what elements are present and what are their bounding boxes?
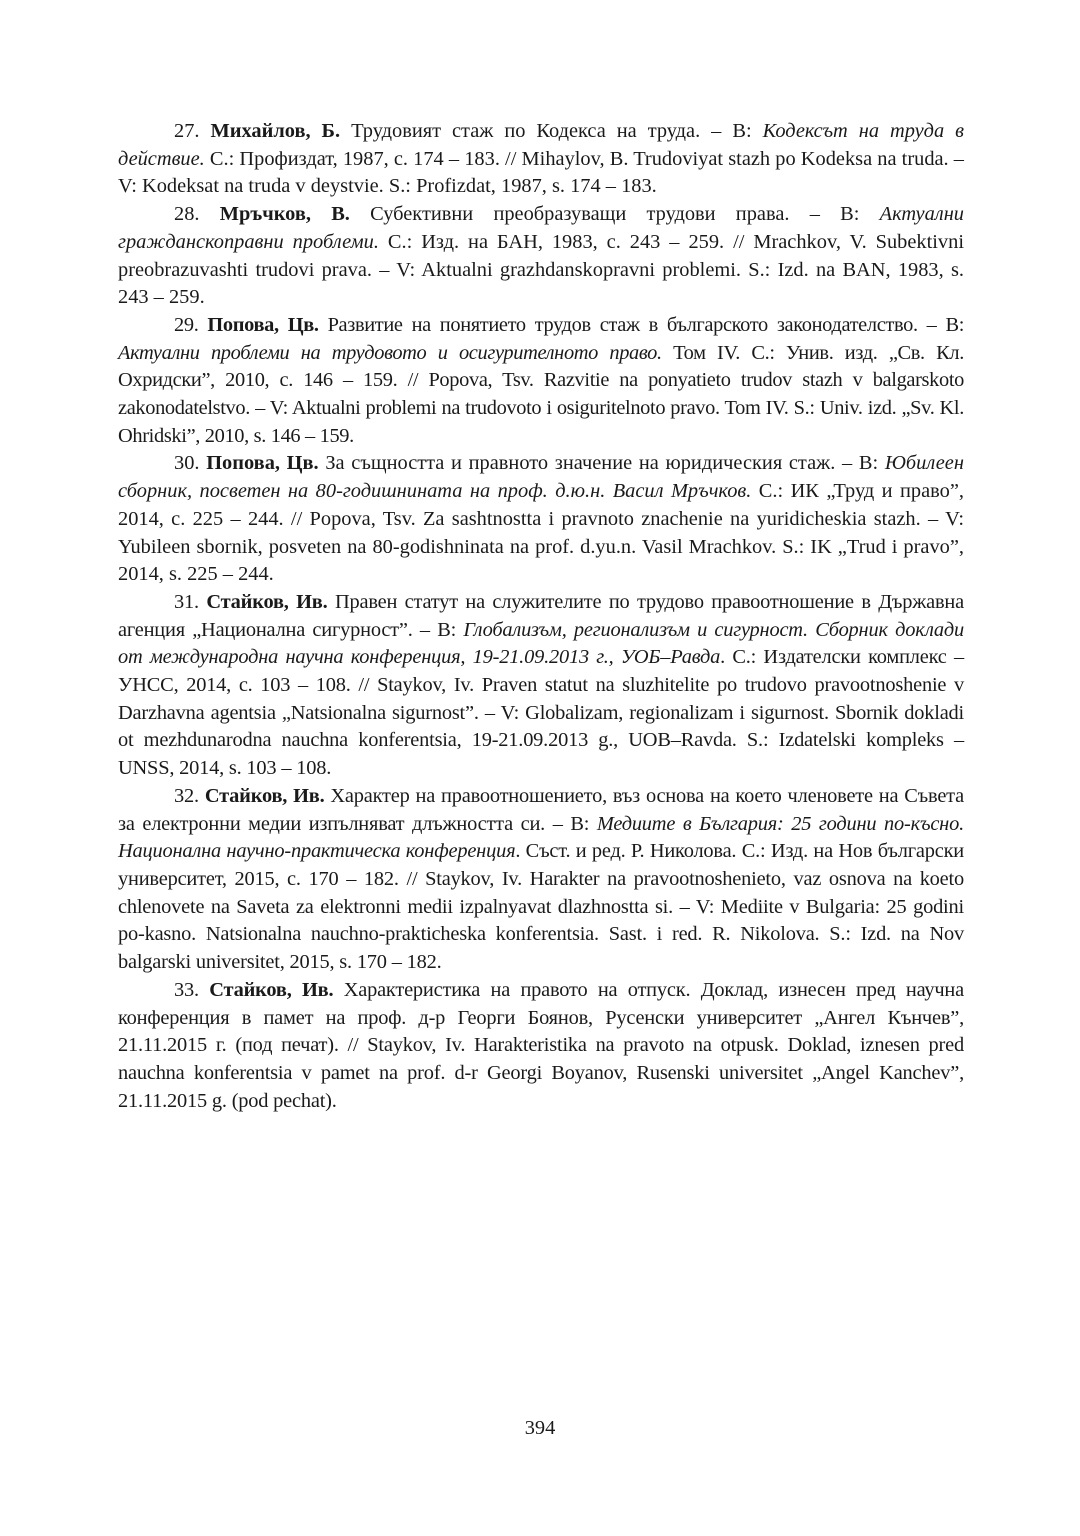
page-number: 394 <box>524 1417 556 1439</box>
bibliography-entry-30 <box>118 450 964 589</box>
entry-author: Мръчков, В. <box>219 203 350 226</box>
entry-number: 28. <box>174 203 200 226</box>
entry-number: 30. <box>174 452 200 475</box>
entry-publication: . С.: Издателски комплекс – УНСС, 2014, с. 103 – 108. // Staykov, Iv. Praven statut na sluzhitelite po trudovo pravootnoshenie v Darzhavna agentsia „Natsionalna sigurnost”. – V: Globalizam, regionalizam i sigurnost. Sbornik dokladi ot mezhdunarodna nauchna konferentsia, 19-21.09.2013 g., UOB–Ravda. S.: Izdatelski kompleks – UNSS, 2014, s. 103 – 108. <box>118 646 964 780</box>
bibliography-entry-33 <box>118 977 964 1116</box>
entry-publication: . Съст. и ред. Р. Николова. С.: Изд. на Нов български университет, 2015, с. 170 – 182. // Staykov, Iv. Harakter na pravootnoshenieto, vaz osnova na koeto chlenovete na Saveta za elektronni medii izpalnyavat dlazhnostta si. – V: Mediite v Bulgaria: 25 godini po-kasno. Natsionalna nauchno-prakticheska konferentsia. Sast. i red. R. Nikolova. S.: Izd. na Nov balgarski universitet, 2015, s. 170 – 182. <box>118 840 965 974</box>
bibliography-list <box>118 118 964 1115</box>
entry-source-title: Актуални гражданскоправни проблеми. <box>118 203 964 253</box>
entry-text: За същността и правното значение на юридическия стаж. – В: <box>318 452 885 475</box>
entry-source-title: Медиите в България: 25 години по-късно. Национална научно-практическа конференция <box>118 812 964 863</box>
entry-text: Развитие на понятието трудов стаж в българското законодателство. – В: <box>318 313 965 336</box>
entry-author: Стайков, Ив. <box>209 978 334 1001</box>
entry-source-title: Глобализъм, регионализъм и сигурност. Сборник доклади от международна научна конференция, 19-21.09.2013 г., УОБ–Равда <box>118 618 964 669</box>
entry-author: Михайлов, Б. <box>210 120 341 142</box>
entry-text: Субективни преобразуващи трудови права. – В: <box>349 203 880 226</box>
entry-publication: С.: ИК „Труд и право”, 2014, с. 225 – 244. // Popova, Tsv. Za sashtnostta i pravnoto znachenie na yuridicheskia stazh. – V: Yubileen sbornik, posveten na 80-godishninata na prof. d.yu.n. Vasil Mrachkov. S.: IK „Trud i pravo”, 2014, s. 225 – 244. <box>118 480 964 586</box>
entry-author: Попова, Цв. <box>206 452 319 475</box>
entry-publication: С.: Профиздат, 1987, с. 174 – 183. // Mihaylov, B. Trudoviyat stazh po Kodeksa na truda. – V: Kodeksat na truda v deystvie. S.: Profizdat, 1987, s. 174 – 183. <box>118 147 964 198</box>
bibliography-entry-29 <box>118 312 964 451</box>
entry-author: Попова, Цв. <box>207 313 319 336</box>
bibliography-entry-32 <box>118 783 964 977</box>
entry-source-title: Кодексът на труда в действие. <box>118 120 964 170</box>
entry-number: 32. <box>174 784 199 807</box>
entry-text: Правен статут на служителите по трудово правоотношение в Държавна агенция „Национална сигурност”. – В: <box>118 590 964 641</box>
bibliography-entry-31 <box>118 589 964 783</box>
entry-publication: С.: Изд. на БАН, 1983, с. 243 – 259. // Mrachkov, V. Subektivni preobrazuvashti trudovi prava. – V: Aktualni grazhdanskopravni problemi. S.: Izd. na BAN, 1983, s. 243 – 259. <box>118 230 964 309</box>
entry-author: Стайков, Ив. <box>204 784 325 807</box>
entry-author: Стайков, Ив. <box>206 590 328 613</box>
entry-number: 31. <box>174 590 199 613</box>
entry-text: Характер на правоотношението, въз основа на което членовете на Съвета за електронни медии изпълняват длъжността си. – В: <box>118 784 964 835</box>
entry-source-title: Юбилеен сборник, посветен на 80-годишнината на проф. д.ю.н. Васил Мръчков. <box>118 452 964 503</box>
entry-text: Трудовият стаж по Кодекса на труда. – В: <box>340 120 763 142</box>
entry-number: 33. <box>174 978 199 1001</box>
bibliography-entry-27 <box>118 118 964 201</box>
entry-publication: Том IV. С.: Унив. изд. „Св. Кл. Охридски”, 2010, с. 146 – 159. // Popova, Tsv. Razvitie na ponyatieto trudov stazh v balgarskoto zakonodatelstvo. – V: Aktualni problemi na trudovoto i osiguritelnoto pravo. Tom IV. S.: Univ. izd. „Sv. Kl. Ohridski”, 2010, s. 146 – 159. <box>118 341 964 447</box>
entry-text: Характеристика на правото на отпуск. Доклад, изнесен пред научна конференция в памет на проф. д-р Георги Боянов, Русенски университет „Ангел Кънчев”, 21.11.2015 г. (под печат). // Staykov, Iv. Harakteristika na pravoto na otpusk. Doklad, iznesen pred nauchna konferentsia v pamet na prof. d-r Georgi Boyanov, Rusenski universitet „Angel Kanchev”, 21.11.2015 g. (pod pechat). <box>118 978 964 1112</box>
entry-number: 29. <box>174 313 199 336</box>
entry-number: 27. <box>174 120 200 142</box>
bibliography-entry-28 <box>118 201 964 312</box>
entry-source-title: Актуални проблеми на трудовото и осигурителното право. <box>118 341 662 364</box>
